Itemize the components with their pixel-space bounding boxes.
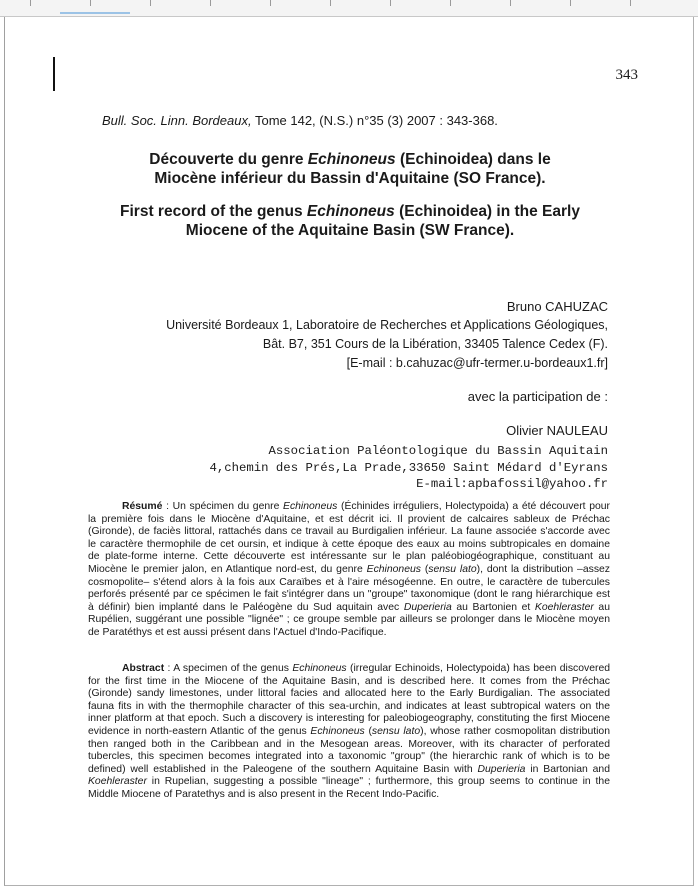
abstract-text: in Bartonian and <box>525 763 610 775</box>
toolbar-tick <box>210 0 211 6</box>
abstract-taxon: Duperieria <box>477 763 526 775</box>
abstract-text: : A specimen of the genus <box>164 663 293 674</box>
author1-affiliation: Université Bordeaux 1, Laboratoire de Recherches et Applications Géologiques, <box>166 318 608 332</box>
title-fr-text: (Echinoidea) dans le <box>395 151 551 168</box>
resume-label: Résumé <box>122 501 163 512</box>
toolbar-tick <box>510 0 511 6</box>
author2-address: 4,chemin des Prés,La Prade,33650 Saint Médard d'Eyrans <box>209 460 608 475</box>
resume-taxon: Echinoneus <box>366 563 421 575</box>
participation-note: avec la participation de : <box>467 389 608 404</box>
resume-taxon: Koehleraster <box>534 601 594 613</box>
title-en-text: (Echinoidea) in the Early <box>394 203 580 220</box>
toolbar-tick <box>330 0 331 6</box>
toolbar-highlight <box>60 12 130 14</box>
toolbar-tick <box>150 0 151 6</box>
abstract-text: (irregular Echinoids, Holectypoida) has been discovered for the first time in the Miocene of the Aquitaine Basin, and is described here. It comes from the Préchac (Gironde) sandy limestones, under littoral facies and allocated here to the Early Burdigalian. The associated fauna fits in with the thermophile character of this sea-urchin, and indicates at least subtropical waters on the inner platform at that epoch. Such a discovery is interesting for paleobiogeography, constituting the first Miocene evidence in north-eastern Atlantic of the genus <box>88 663 610 737</box>
resume-paragraph <box>88 501 610 640</box>
title-en-line2: Miocene of the Aquitaine Basin (SW France). <box>185 222 515 239</box>
author2-affiliation: Association Paléontologique du Bassin Aquitain <box>268 444 608 458</box>
abstract-paragraph <box>88 663 610 802</box>
scan-mark <box>53 57 55 91</box>
resume-taxon: Echinoneus <box>283 501 338 512</box>
resume-text: ), dont la distribution –assez cosmopolite– s'étend alors à la fois aux Caraïbes et à l'aire mésogéenne. En outre, le caractère de tubercules perforés présenté par ce spécimen le fait s'intégrer dans un "groupe" taxonomique (dont le rang hiérarchique est à définir) bien implanté dans le Paléogène du Sud aquitain avec <box>88 563 610 613</box>
author1-address: Bât. B7, 351 Cours de la Libération, 33405 Talence Cedex (F). <box>262 337 608 351</box>
resume-text: (Échinides irréguliers, Holectypoida) a été découvert pour la première fois dans le Miocène d'Aquitaine, et est décrit ici. Il provient de calcaires sableux de Préchac (Gironde), de faciès littoral, rattachés dans ce travail au Burdigalien inférieur. La faune associée s'accorde avec le caractère thermophile de cet oursin, et indique à cette époque des eaux au moins subtropicales en domaine de plate-forme interne. Cette découverte est intéressante sur le plan paléobiogéographique, constituant au Miocène le premier jalon, en Atlantique nord-est, du genre <box>88 501 610 575</box>
author1-name: Bruno CAHUZAC <box>506 299 608 314</box>
title-en-genus: Echinoneus <box>306 203 395 220</box>
journal-citation <box>102 113 622 128</box>
title-english <box>70 202 630 240</box>
title-en-text: First record of the genus <box>120 203 307 220</box>
resume-text: : Un spécimen du genre <box>162 501 284 512</box>
author2-name: Olivier NAULEAU <box>506 423 608 438</box>
resume-text: au Rupélien, suggérant une possible "lignée" ; ce groupe semble par ailleurs se prolonger dans le Miocène moyen de Paratéthys et est aussi présent dans l'Actuel d'Indo-Pacifique. <box>88 601 610 638</box>
citation-details: Tome 142, (N.S.) n°35 (3) 2007 : 343-368. <box>251 113 498 128</box>
title-french <box>70 150 630 188</box>
abstract-taxon: Echinoneus <box>310 725 365 737</box>
toolbar-tick <box>30 0 31 6</box>
toolbar-tick <box>450 0 451 6</box>
toolbar-tick <box>270 0 271 6</box>
toolbar-tick <box>630 0 631 6</box>
viewer-toolbar <box>0 0 698 17</box>
title-fr-genus: Echinoneus <box>307 151 396 168</box>
title-fr-text: Découverte du genre <box>149 151 308 168</box>
abstract-text: ), whose rather cosmopolitan distribution then ranged both in the Caribbean and in the Mesogean areas. Moreover, with its character of perforated tubercles, this specimen becomes integrated into a taxonomic "group" (the hierarchic rank of which is to be defined) well established in the Paleogene of the southern Aquitaine Basin with <box>88 725 610 775</box>
author2-email: E-mail:apbafossil@yahoo.fr <box>416 477 608 491</box>
author2-block <box>48 443 608 493</box>
author1-block <box>48 297 608 373</box>
abstract-taxon: sensu lato <box>371 725 421 737</box>
resume-taxon: Duperieria <box>403 601 452 613</box>
title-fr-line2: Miocène inférieur du Bassin d'Aquitaine (SO France). <box>154 170 546 187</box>
toolbar-tick <box>390 0 391 6</box>
resume-text: ( <box>420 563 429 575</box>
abstract-taxon: Echinoneus <box>292 663 347 674</box>
resume-text: au Bartonien et <box>451 601 535 613</box>
abstract-text: in Rupelian, suggesting a possible "lineage" ; furthermore, this group seems to continue in the Middle Miocene of Paratethys and is also present in the Recent Indo-Pacific. <box>88 776 610 800</box>
abstract-label: Abstract <box>122 663 165 674</box>
toolbar-tick <box>570 0 571 6</box>
abstract-text: ( <box>364 725 372 737</box>
journal-name: Bull. Soc. Linn. Bordeaux, <box>102 113 252 128</box>
toolbar-tick <box>90 0 91 6</box>
resume-taxon: sensu lato <box>428 563 477 575</box>
abstract-taxon: Koehleraster <box>88 776 147 788</box>
page-number: 343 <box>615 67 638 83</box>
author1-email: [E-mail : b.cahuzac@ufr-termer.u-bordeaux1.fr] <box>346 356 608 370</box>
